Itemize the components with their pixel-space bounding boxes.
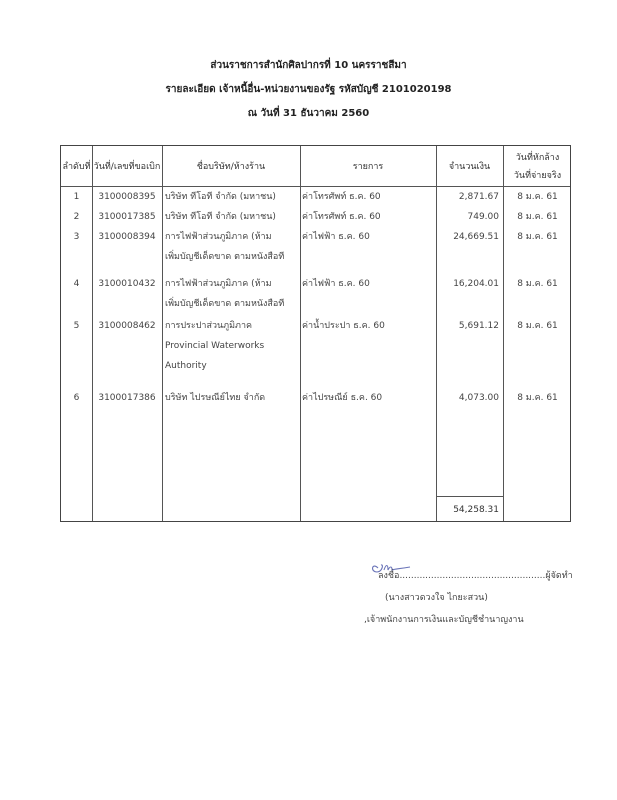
cell-no: 1 <box>73 192 80 202</box>
cell-no: 6 <box>73 393 80 403</box>
header-line1: ส่วนราชการสำนักศิลปากรที่ 10 นครราชสีมา <box>210 60 407 71</box>
cell-vendor-line3: Authority <box>165 361 207 371</box>
cell-date: 8 ม.ค. 61 <box>517 212 558 222</box>
cell-date: 8 ม.ค. 61 <box>517 192 558 202</box>
cell-item: ค่าไฟฟ้า ธ.ค. 60 <box>302 279 370 289</box>
sign-suffix: ผู้จัดทำ <box>545 571 573 581</box>
signer-position: ,เจ้าพนักงานการเงินและบัญชีชำนาญงาน <box>364 615 524 625</box>
th-amount: จำนวนเงิน <box>448 162 491 172</box>
cell-vendor: บริษัท ทีโอที จำกัด (มหาชน) <box>165 192 276 202</box>
cell-no: 4 <box>73 279 80 289</box>
cell-amount: 24,669.51 <box>453 232 499 242</box>
header-divider <box>61 186 570 187</box>
cell-amount: 5,691.12 <box>458 321 499 331</box>
cell-item: ค่าโทรศัพท์ ธ.ค. 60 <box>302 212 381 222</box>
cell-vendor: บริษัท ทีโอที จำกัด (มหาชน) <box>165 212 276 222</box>
cell-doc: 3100008462 <box>98 321 156 331</box>
th-vendor: ชื่อบริษัท/ห้างร้าน <box>196 162 266 172</box>
col-divider <box>300 146 301 521</box>
th-item: รายการ <box>352 162 384 172</box>
sign-prefix: ลงชื่อ <box>378 571 400 581</box>
cell-item: ค่าโทรศัพท์ ธ.ค. 60 <box>302 192 381 202</box>
cell-vendor: การไฟฟ้าส่วนภูมิภาค (ห้าม <box>165 232 272 242</box>
cell-doc: 3100010432 <box>98 279 156 289</box>
total-divider <box>436 496 503 497</box>
cell-amount: 16,204.01 <box>453 279 499 289</box>
cell-no: 2 <box>73 212 80 222</box>
header-line3: ณ วันที่ 31 ธันวาคม 2560 <box>247 108 370 119</box>
cell-item: ค่าไปรษณีย์ ธ.ค. 60 <box>302 393 383 403</box>
signer-name: (นางสาวดวงใจ ไกยะสวน) <box>385 593 488 603</box>
th-no: ลำดับที่ <box>62 162 91 172</box>
cell-date: 8 ม.ค. 61 <box>517 393 558 403</box>
cell-no: 5 <box>73 321 80 331</box>
th-doc: วันที่/เลขที่ขอเบิก <box>93 162 161 172</box>
cell-doc: 3100017385 <box>98 212 156 222</box>
th-pay-date: วันที่จ่ายจริง <box>513 171 562 181</box>
cell-item: ค่าไฟฟ้า ธ.ค. 60 <box>302 232 370 242</box>
cell-date: 8 ม.ค. 61 <box>517 321 558 331</box>
cell-doc: 3100017386 <box>98 393 156 403</box>
cell-item: ค่าน้ำประปา ธ.ค. 60 <box>302 321 385 331</box>
sign-dots: ................................................... <box>399 571 546 581</box>
cell-vendor-line2: Provincial Waterworks <box>165 341 265 351</box>
cell-vendor: การไฟฟ้าส่วนภูมิภาค (ห้าม <box>165 279 272 289</box>
header-line2: รายละเอียด เจ้าหนี้อื่น-หน่วยงานของรัฐ รหัสบัญชี 2101020198 <box>165 84 452 95</box>
cell-amount: 4,073.00 <box>458 393 499 403</box>
cell-vendor: บริษัท ไปรษณีย์ไทย จำกัด <box>165 393 266 403</box>
cell-vendor-line2: เพิ่มบัญชีเด็ดขาด ตามหนังสือที <box>165 252 285 262</box>
cell-date: 8 ม.ค. 61 <box>517 279 558 289</box>
cell-no: 3 <box>73 232 80 242</box>
creditor-table <box>60 145 571 522</box>
cell-doc: 3100008394 <box>98 232 156 242</box>
cell-amount: 749.00 <box>467 212 499 222</box>
total-amount: 54,258.31 <box>453 505 499 515</box>
col-divider <box>162 146 163 521</box>
cell-amount: 2,871.67 <box>458 192 499 202</box>
cell-date: 8 ม.ค. 61 <box>517 232 558 242</box>
cell-vendor: การประปาส่วนภูมิภาค <box>165 321 253 331</box>
cell-vendor-line2: เพิ่มบัญชีเด็ดขาด ตามหนังสือที <box>165 299 285 309</box>
cell-doc: 3100008395 <box>98 192 156 202</box>
th-clear-date: วันที่หักล้าง <box>515 153 560 163</box>
